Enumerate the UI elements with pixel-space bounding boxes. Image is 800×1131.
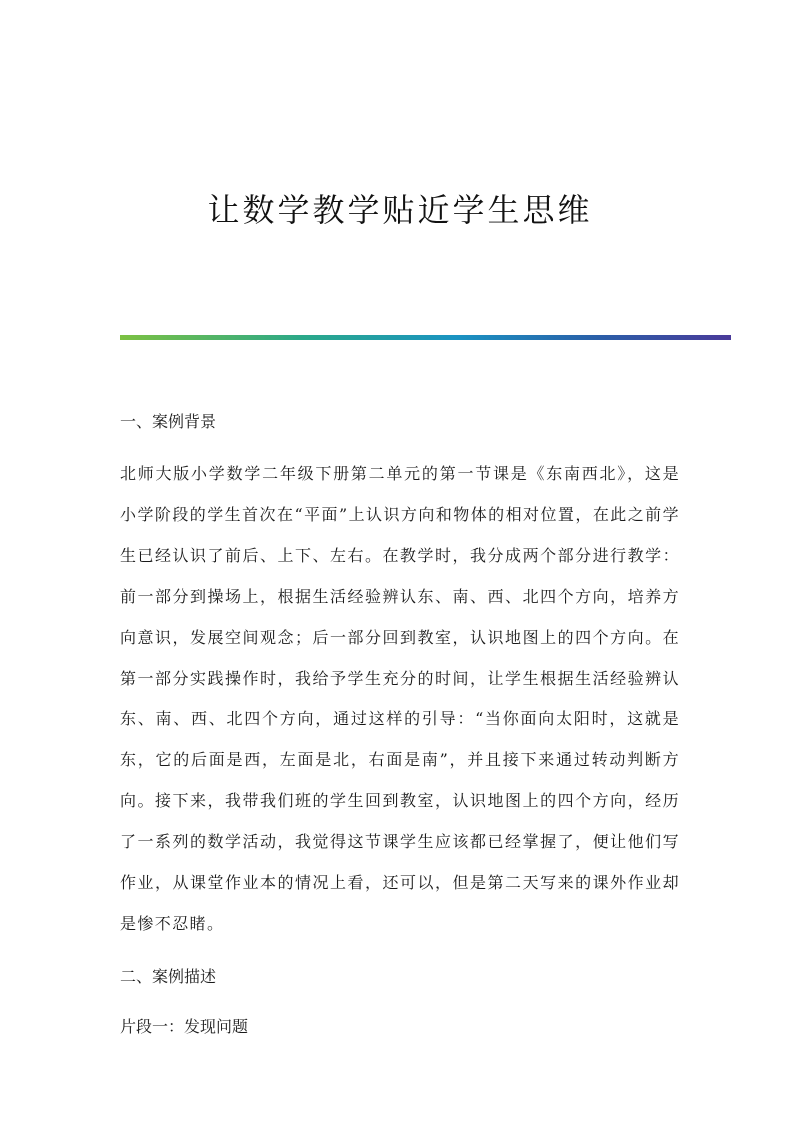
document-title: 让数学教学贴近学生思维 — [207, 191, 593, 229]
section-heading-description: 二、案例描述 — [120, 966, 217, 986]
background-paragraph: 北师大版小学数学二年级下册第二单元的第一节课是《东南西北》，这是小学阶段的学生首次在“平面”上认识方向和物体的相对位置，在此之前学生已经认识了前后、上下、左右。在教学时，我分成两个部分进行教学：前一部分到操场上，根据生活经验辨认东、南、西、北四个方向，培养方向意识，发展空间观念；后一部分回到教室，认识地图上的四个方向。在第一部分实践操作时，我给予学生充分的时间，让学生根据生活经验辨认东、南、西、北四个方向，通过这样的引导：“当你面向太阳时，这就是东，它的后面是西，左面是北，右面是南”，并且接下来通过转动判断方向。接下来，我带我们班的学生回到教室，认识地图上的四个方向，经历了一系列的数学活动，我觉得这节课学生应该都已经掌握了，便让他们写作业，从课堂作业本的情况上看，还可以，但是第二天写来的课外作业却是惨不忍睹。 — [120, 464, 680, 933]
section-heading-background: 一、案例背景 — [120, 412, 217, 431]
fragment-heading: 片段一：发现问题 — [120, 1016, 249, 1036]
document-body — [120, 402, 680, 1047]
gradient-divider — [120, 335, 731, 340]
